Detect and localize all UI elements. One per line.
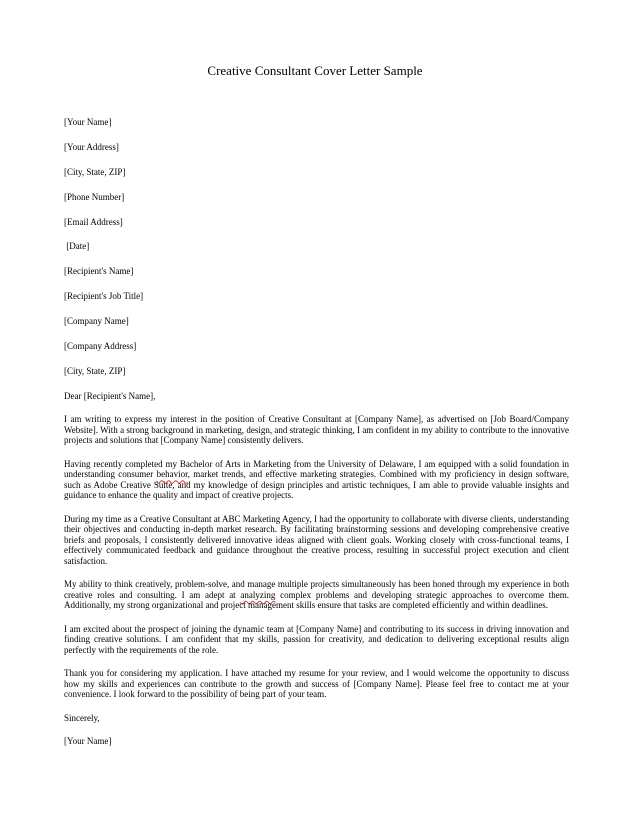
signature-name: [Your Name] xyxy=(64,736,112,747)
paragraph-education-end: , market trends, and effective marketing strategies. Combined with my proficiency in design software, such as Adobe Creative Suite, and my knowledge of design principles and artistic techniques, I am able to provide valuable insights and guidance to enhance the quality and impact of creative projects. xyxy=(64,469,569,501)
document-title: Creative Consultant Cover Letter Sample xyxy=(207,63,423,78)
paragraph-skills-start: My ability to think creatively, problem-solve, and manage multiple projects simultaneously has been honed through my experience in both creative roles and consulting. I am adept at xyxy=(64,579,569,600)
paragraph-experience: During my time as a Creative Consultant at ABC Marketing Agency, I had the opportunity to collaborate with diverse clients, understanding their objectives and conducting in-depth market research. By facilitating brainstorming sessions and developing comprehensive creative briefs and proposals, I consistently delivered innovative ideas aligned with client goals. Working closely with cross-functional teams, I effectively communicated feedback and guidance throughout the creative process, resulting in successful project execution and client satisfaction. xyxy=(64,513,569,566)
sender-phone: [Phone Number] xyxy=(64,191,125,202)
recipient-job-title: [Recipient's Job Title] xyxy=(64,291,144,302)
sender-city-state-zip: [City, State, ZIP] xyxy=(64,166,126,177)
recipient-address: [Company Address] xyxy=(64,341,137,352)
paragraph-education-start: Having recently completed my Bachelor of Arts in Marketing from the University of Delaware, I am equipped with a solid foundation in understanding consumer xyxy=(64,458,569,480)
salutation: Dear [Recipient's Name], xyxy=(64,390,156,401)
paragraph-education xyxy=(64,459,569,501)
paragraph-thanks: Thank you for considering my application. I have attached my resume for your review, and I would welcome the opportunity to discuss how my skills and experiences can contribute to the growth and success of [Company Name]. Please feel free to contact me at your convenience. I look forward to the possibility of being part of your team. xyxy=(64,668,569,700)
recipient-city-state-zip: [City, State, ZIP] xyxy=(64,365,126,376)
closing: Sincerely, xyxy=(64,712,100,723)
sender-address: [Your Address] xyxy=(64,141,119,152)
paragraph-skills xyxy=(64,579,569,611)
spellcheck-flagged-word: analyzing xyxy=(240,589,276,600)
paragraph-motivation: I am excited about the prospect of joining the dynamic team at [Company Name] and contributing to its success in driving innovation and finding creative solutions. I am confident that my skills, passion for creativity, and dedication to delivering exceptional results align perfectly with the requirements of the role. xyxy=(64,623,569,655)
sender-email: [Email Address] xyxy=(64,216,123,227)
recipient-name: [Recipient's Name] xyxy=(64,266,134,277)
paragraph-interest: I am writing to express my interest in the position of Creative Consultant at [Company Name], as advertised on [Job Board/Company Website]. With a strong background in marketing, design, and strategic thinking, I am confident in my ability to contribute to the innovative projects and solutions that [Company Name] consistently delivers. xyxy=(64,414,569,446)
letter-body xyxy=(64,117,569,747)
paragraph-skills-end: complex problems and developing strategic approaches to overcome them. Additionally, my strong organizational and project management skills ensure that tasks are completed efficiently and within deadlines. xyxy=(64,589,569,611)
letter-date: [Date] xyxy=(64,241,90,252)
recipient-company: [Company Name] xyxy=(64,316,129,327)
sender-name: [Your Name] xyxy=(64,117,112,127)
spellcheck-flagged-word: behavior xyxy=(156,469,188,480)
